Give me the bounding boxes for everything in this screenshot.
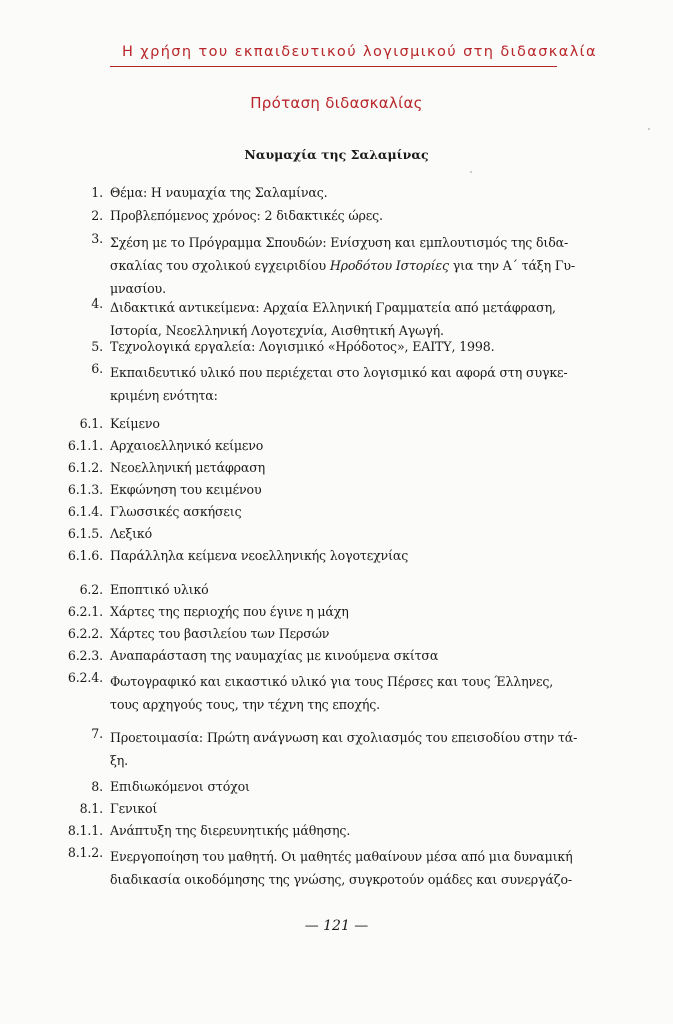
item-number: 6.1.5. <box>67 526 103 541</box>
item-line: τους αρχηγούς τους, την τέχνη της εποχής. <box>110 697 380 712</box>
header-rule <box>110 66 557 67</box>
paper-speck <box>648 128 650 130</box>
item-number: 8.1.2. <box>67 845 103 860</box>
running-head: Η χρήση του εκπαιδευτικού λογισμικού στη διδασκαλία <box>122 44 597 60</box>
item-text <box>110 726 577 772</box>
item-number: 6.1.3. <box>67 482 103 497</box>
item-text: Εκφώνηση του κειμένου <box>110 482 262 497</box>
item-line: Εκπαιδευτικό υλικό που περιέχεται στο λογισμικό και αφορά στη συγκε- <box>110 365 568 380</box>
item-text: Χάρτες της περιοχής που έγινε η μάχη <box>110 604 349 619</box>
item-text <box>110 231 575 300</box>
item-line: Φωτογραφικό και εικαστικό υλικό για τους Πέρσες και τους Έλληνες, <box>110 674 554 689</box>
item-number: 5. <box>91 339 103 354</box>
item-line: ξη. <box>110 753 129 768</box>
item-line: μνασίου. <box>110 281 166 296</box>
item-number: 6.1.4. <box>67 504 103 519</box>
section-title: Πρόταση διδασκαλίας <box>250 94 423 112</box>
item-text: Αναπαράσταση της ναυμαχίας με κινούμενα σκίτσα <box>110 648 439 663</box>
item-line: Ενεργοποίηση του μαθητή. Οι μαθητές μαθαίνουν μέσα από μια δυναμική <box>110 849 573 864</box>
item-number: 8. <box>91 779 103 794</box>
paper-speck <box>470 171 472 173</box>
item-text: Κείμενο <box>110 416 160 431</box>
item-text: Εποπτικό υλικό <box>110 582 209 597</box>
document-title: Ναυμαχία της Σαλαμίνας <box>244 147 429 162</box>
item-number: 6.2. <box>79 582 103 597</box>
item-text: Επιδιωκόμενοι στόχοι <box>110 779 250 794</box>
item-number: 6.1.6. <box>67 548 103 563</box>
page-number: — 121 — <box>304 918 369 934</box>
item-number: 6.2.2. <box>67 626 103 641</box>
book-title: Ηροδότου Ιστορίες <box>329 258 449 273</box>
item-number: 3. <box>91 231 103 246</box>
item-line: Ιστορία, Νεοελληνική Λογοτεχνία, Αισθητική Αγωγή. <box>110 323 444 338</box>
item-number: 2. <box>91 208 103 223</box>
item-text: Παράλληλα κείμενα νεοελληνικής λογοτεχνίας <box>110 548 409 563</box>
item-line-part: σκαλίας του σχολικού εγχειριδίου <box>110 258 330 273</box>
item-text: Αρχαιοελληνικό κείμενο <box>110 438 264 453</box>
item-line <box>110 254 575 277</box>
item-number: 6.1.1. <box>67 438 103 453</box>
item-number: 6.2.1. <box>67 604 103 619</box>
item-line: Σχέση με το Πρόγραμμα Σπουδών: Ενίσχυση και εμπλουτισμός της διδα- <box>110 235 569 250</box>
item-text: Τεχνολογικά εργαλεία: Λογισμικό «Ηρόδοτος», ΕΑΙΤΥ, 1998. <box>110 339 495 354</box>
item-line: Διδακτικά αντικείμενα: Αρχαία Ελληνική Γραμματεία από μετάφραση, <box>110 300 556 315</box>
item-number: 6. <box>91 361 103 376</box>
item-number: 8.1. <box>79 801 103 816</box>
item-line: κριμένη ενότητα: <box>110 388 218 403</box>
item-text: Λεξικό <box>110 526 153 541</box>
item-line-part: για την Α΄ τάξη Γυ- <box>448 258 576 273</box>
item-number: 6.2.3. <box>67 648 103 663</box>
item-text: Γενικοί <box>110 801 158 816</box>
item-number: 1. <box>91 185 103 200</box>
item-text: Χάρτες του βασιλείου των Περσών <box>110 626 330 641</box>
item-number: 7. <box>91 726 103 741</box>
item-line: διαδικασία οικοδόμησης της γνώσης, συγκροτούν ομάδες και συνεργάζο- <box>110 872 572 887</box>
item-text <box>110 670 553 716</box>
item-text <box>110 296 556 342</box>
item-text: Προβλεπόμενος χρόνος: 2 διδακτικές ώρες. <box>110 208 383 223</box>
item-text: Ανάπτυξη της διερευνητικής μάθησης. <box>110 823 351 838</box>
item-line: Προετοιμασία: Πρώτη ανάγνωση και σχολιασμός του επεισοδίου στην τά- <box>110 730 578 745</box>
item-number: 6.2.4. <box>67 670 103 685</box>
item-number: 8.1.1. <box>67 823 103 838</box>
item-text: Γλωσσικές ασκήσεις <box>110 504 242 519</box>
item-text: Θέμα: Η ναυμαχία της Σαλαμίνας. <box>110 185 328 200</box>
item-text: Νεοελληνική μετάφραση <box>110 460 266 475</box>
item-text <box>110 361 568 407</box>
item-text <box>110 845 573 891</box>
item-number: 4. <box>91 296 103 311</box>
item-number: 6.1. <box>79 416 103 431</box>
item-number: 6.1.2. <box>67 460 103 475</box>
